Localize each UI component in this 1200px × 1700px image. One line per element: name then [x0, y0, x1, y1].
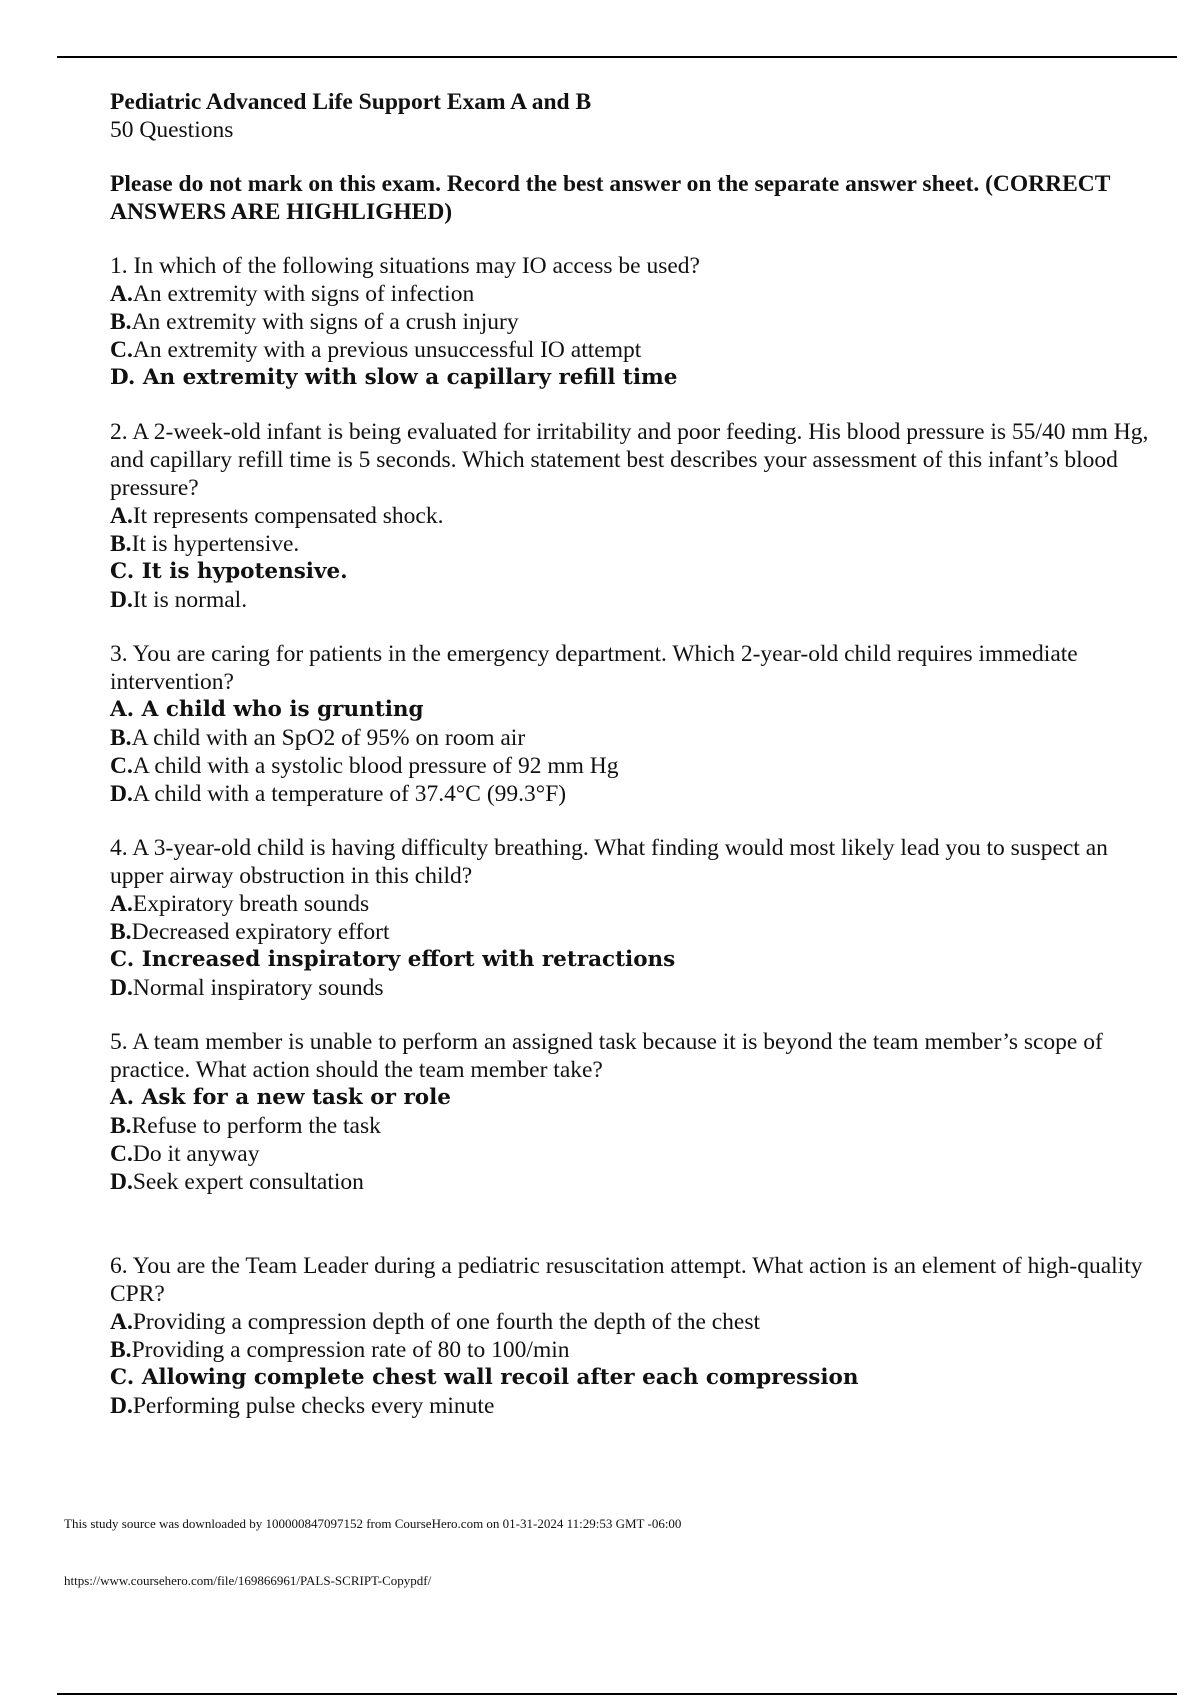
answer-option [110, 280, 1150, 308]
option-text: An extremity with a previous unsuccessful IO attempt [132, 337, 642, 363]
top-divider [57, 56, 1177, 58]
option-text: A child with a temperature of 37.4°C (99.3°F) [132, 781, 567, 807]
question-list [110, 252, 1150, 1420]
question-block [110, 1028, 1150, 1196]
answer-option [110, 502, 1150, 530]
source-url: https://www.coursehero.com/file/169866961/PALS-SCRIPT-Copypdf/ [64, 1573, 432, 1588]
answer-option-correct [110, 364, 1150, 392]
option-letter: A. [110, 697, 135, 722]
question-text: 5. A team member is unable to perform an assigned task because it is beyond the team member’s scope of practice. What action should the team member take? [110, 1029, 1103, 1083]
option-text: An extremity with signs of infection [132, 281, 475, 307]
option-text: Seek expert consultation [132, 1169, 364, 1195]
question-block [110, 640, 1150, 808]
question-count: 50 Questions [110, 117, 234, 143]
question-text: 4. A 3-year-old child is having difficulty breathing. What finding would most likely lead you to suspect an upper airway obstruction in this child? [110, 835, 1108, 889]
option-letter: D. [110, 1169, 133, 1195]
option-letter: C. [110, 1141, 133, 1167]
option-text: An extremity with signs of a crush injury [131, 309, 519, 335]
option-text: It is normal. [132, 587, 248, 613]
exam-title: Pediatric Advanced Life Support Exam A and B [110, 89, 592, 115]
answer-option [110, 336, 1150, 364]
option-letter: B. [110, 1113, 132, 1139]
answer-option [110, 586, 1150, 614]
answer-option [110, 1336, 1150, 1364]
bottom-divider [57, 1693, 1177, 1695]
answer-option-correct [110, 1364, 1150, 1392]
answer-option [110, 1140, 1150, 1168]
option-letter: D. [110, 781, 133, 807]
answer-option [110, 530, 1150, 558]
answer-option-correct [110, 946, 1150, 974]
option-letter: A. [110, 891, 133, 917]
option-letter: D. [110, 365, 136, 390]
question-text: 6. You are the Team Leader during a pediatric resuscitation attempt. What action is an element of high-quality CPR? [110, 1253, 1143, 1307]
answer-option [110, 308, 1150, 336]
option-text: It is hypertensive. [131, 531, 300, 557]
option-letter: B. [110, 919, 132, 945]
question-text: 2. A 2-week-old infant is being evaluated for irritability and poor feeding. His blood pressure is 55/40 mm Hg, and capillary refill time is 5 seconds. Which statement best describes your assessment of this infant’s blood pressure? [110, 419, 1149, 501]
option-text: Normal inspiratory sounds [132, 975, 384, 1001]
answer-option-correct [110, 558, 1150, 586]
option-letter: C. [110, 753, 133, 779]
option-text: It represents compensated shock. [132, 503, 444, 529]
download-source-note: This study source was downloaded by 100000847097152 from CourseHero.com on 01-31-2024 11:29:53 GMT -06:00 [64, 1516, 682, 1531]
question-text: 3. You are caring for patients in the emergency department. Which 2-year-old child requires immediate intervention? [110, 641, 1078, 695]
option-text: Refuse to perform the task [131, 1113, 381, 1139]
option-text: Decreased expiratory effort [131, 919, 390, 945]
question-block [110, 418, 1150, 614]
option-letter: C. [110, 337, 133, 363]
option-text: It is hypotensive. [141, 559, 348, 584]
answer-option [110, 890, 1150, 918]
answer-option [110, 752, 1150, 780]
question-block [110, 834, 1150, 1002]
option-text: A child who is grunting [141, 697, 424, 722]
exam-content [110, 88, 1150, 1420]
question-text: 1. In which of the following situations may IO access be used? [110, 253, 700, 279]
option-letter: A. [110, 1309, 133, 1335]
option-letter: D. [110, 1393, 133, 1419]
option-letter: C. [110, 1365, 135, 1390]
option-text: A child with a systolic blood pressure of 92 mm Hg [132, 753, 619, 779]
option-text: Allowing complete chest wall recoil after each compression [141, 1365, 859, 1390]
answer-option-correct [110, 1084, 1150, 1112]
question-block [110, 1252, 1150, 1420]
option-text: A child with an SpO2 of 95% on room air [131, 725, 526, 751]
answer-option [110, 918, 1150, 946]
option-text: Expiratory breath sounds [132, 891, 370, 917]
option-text: Do it anyway [132, 1141, 260, 1167]
option-letter: A. [110, 1085, 135, 1110]
option-letter: B. [110, 309, 132, 335]
answer-option [110, 780, 1150, 808]
question-block [110, 252, 1150, 392]
option-text: Ask for a new task or role [141, 1085, 451, 1110]
option-letter: B. [110, 1337, 132, 1363]
option-letter: B. [110, 725, 132, 751]
option-letter: A. [110, 503, 133, 529]
option-text: Increased inspiratory effort with retractions [141, 947, 676, 972]
exam-instructions: Please do not mark on this exam. Record the best answer on the separate answer sheet. (CORRECT ANSWERS ARE HIGHLIGHED) [110, 171, 1110, 225]
answer-option [110, 974, 1150, 1002]
option-text: Providing a compression rate of 80 to 100/min [131, 1337, 570, 1363]
answer-option [110, 1392, 1150, 1420]
answer-option-correct [110, 696, 1150, 724]
option-letter: D. [110, 587, 133, 613]
answer-option [110, 1308, 1150, 1336]
option-text: Providing a compression depth of one fourth the depth of the chest [132, 1309, 761, 1335]
option-text: Performing pulse checks every minute [132, 1393, 495, 1419]
option-letter: C. [110, 947, 135, 972]
option-text: An extremity with slow a capillary refill time [142, 365, 678, 390]
answer-option [110, 1112, 1150, 1140]
option-letter: A. [110, 281, 133, 307]
answer-option [110, 1168, 1150, 1196]
option-letter: B. [110, 531, 132, 557]
option-letter: C. [110, 559, 135, 584]
answer-option [110, 724, 1150, 752]
option-letter: D. [110, 975, 133, 1001]
